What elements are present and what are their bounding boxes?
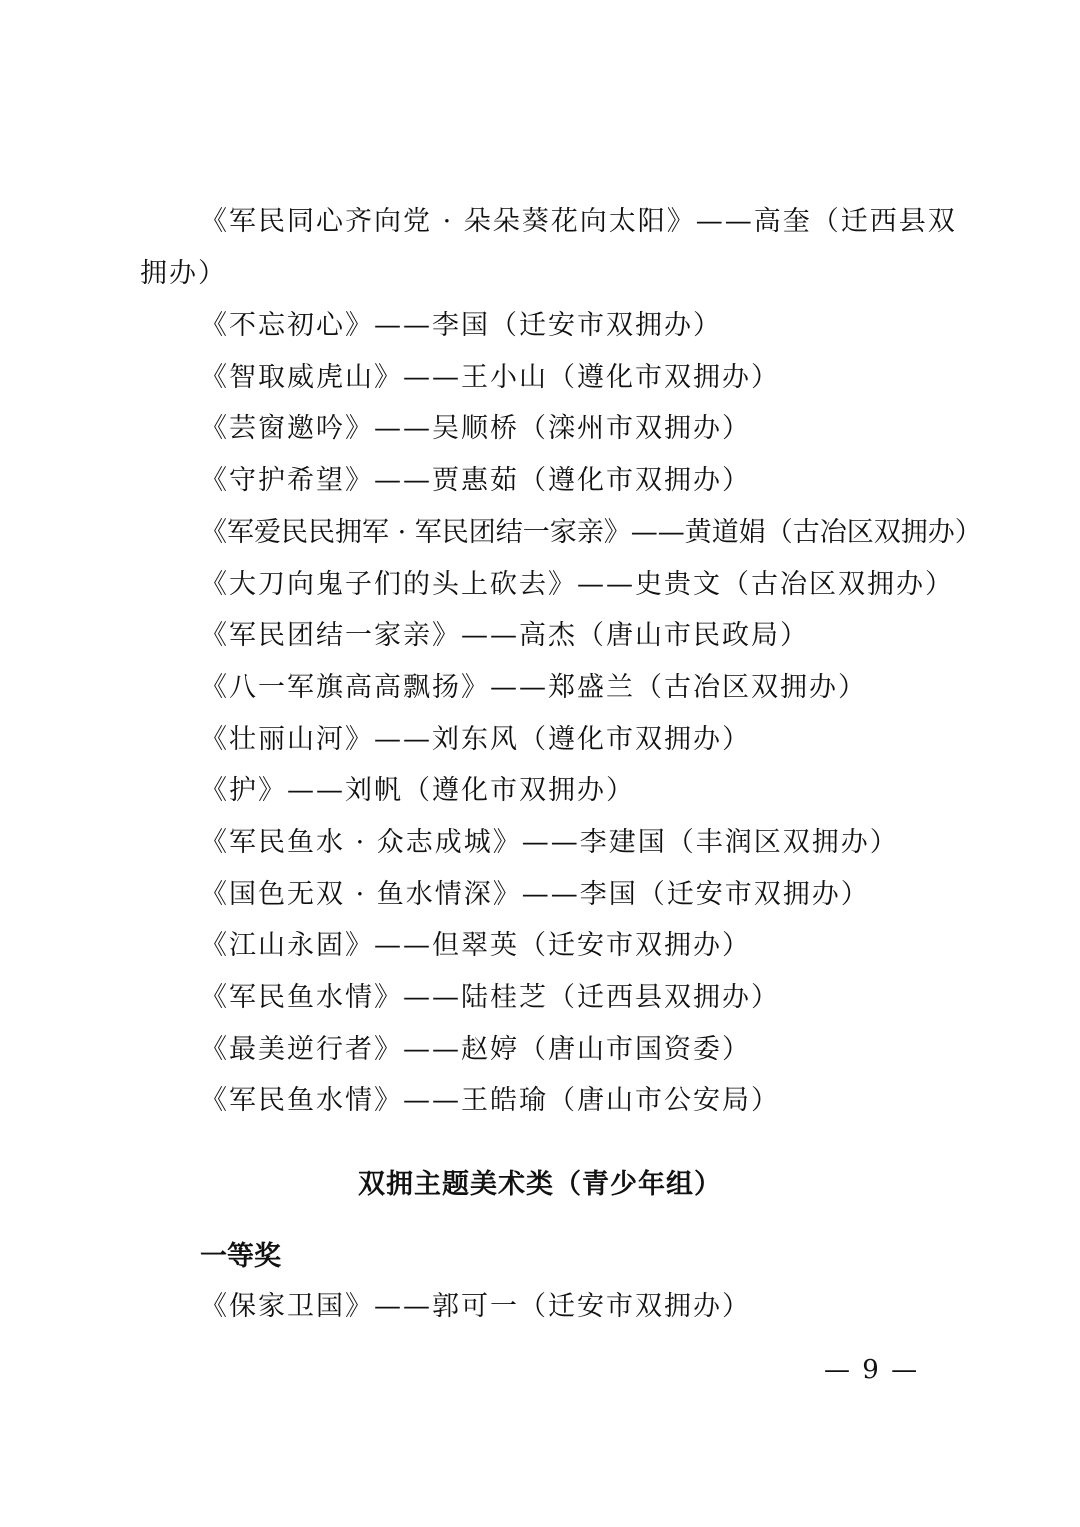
entry-line: 《国色无双 · 鱼水情深》——李国（迁安市双拥办） [200, 879, 870, 910]
entry-line: 《军民鱼水情》——王皓瑜（唐山市公安局） [200, 1085, 780, 1116]
entry-line: 《护》——刘帆（遵化市双拥办） [200, 775, 635, 806]
entry-line: 《八一军旗高高飘扬》——郑盛兰（古冶区双拥办） [200, 672, 867, 703]
award-title: 一等奖 [200, 1241, 281, 1272]
entry-line: 《大刀向鬼子们的头上砍去》——史贵文（古冶区双拥办） [200, 569, 954, 600]
entry-line: 《壮丽山河》——刘东风（遵化市双拥办） [200, 724, 751, 755]
entry-line: 《军民团结一家亲》——高杰（唐山市民政局） [200, 620, 809, 651]
page-number: — 9 — [824, 1355, 920, 1385]
entry-line: 《不忘初心》——李国（迁安市双拥办） [200, 310, 722, 341]
entry-line: 《军爱民民拥军 · 军民团结一家亲》——黄道娟（古冶区双拥办） [200, 517, 982, 548]
entry-line-continued: 拥办） [140, 258, 227, 289]
entry-line: 《守护希望》——贾惠茹（遵化市双拥办） [200, 465, 751, 496]
entry-line: 《芸窗邀吟》——吴顺桥（滦州市双拥办） [200, 413, 751, 444]
entry-line: 《军民鱼水 · 众志成城》——李建国（丰润区双拥办） [200, 827, 899, 858]
entry-line: 《智取威虎山》——王小山（遵化市双拥办） [200, 362, 780, 393]
entry-line: 《军民鱼水情》——陆桂芝（迁西县双拥办） [200, 982, 780, 1013]
entry-line: 《最美逆行者》——赵婷（唐山市国资委） [200, 1034, 751, 1065]
award-entry-line: 《保家卫国》——郭可一（迁安市双拥办） [200, 1291, 751, 1322]
section-title: 双拥主题美术类（青少年组） [358, 1169, 722, 1200]
entry-line: 《江山永固》——但翠英（迁安市双拥办） [200, 930, 751, 961]
entry-line: 《军民同心齐向党 · 朵朵葵花向太阳》——高奎（迁西县双 [200, 206, 957, 237]
